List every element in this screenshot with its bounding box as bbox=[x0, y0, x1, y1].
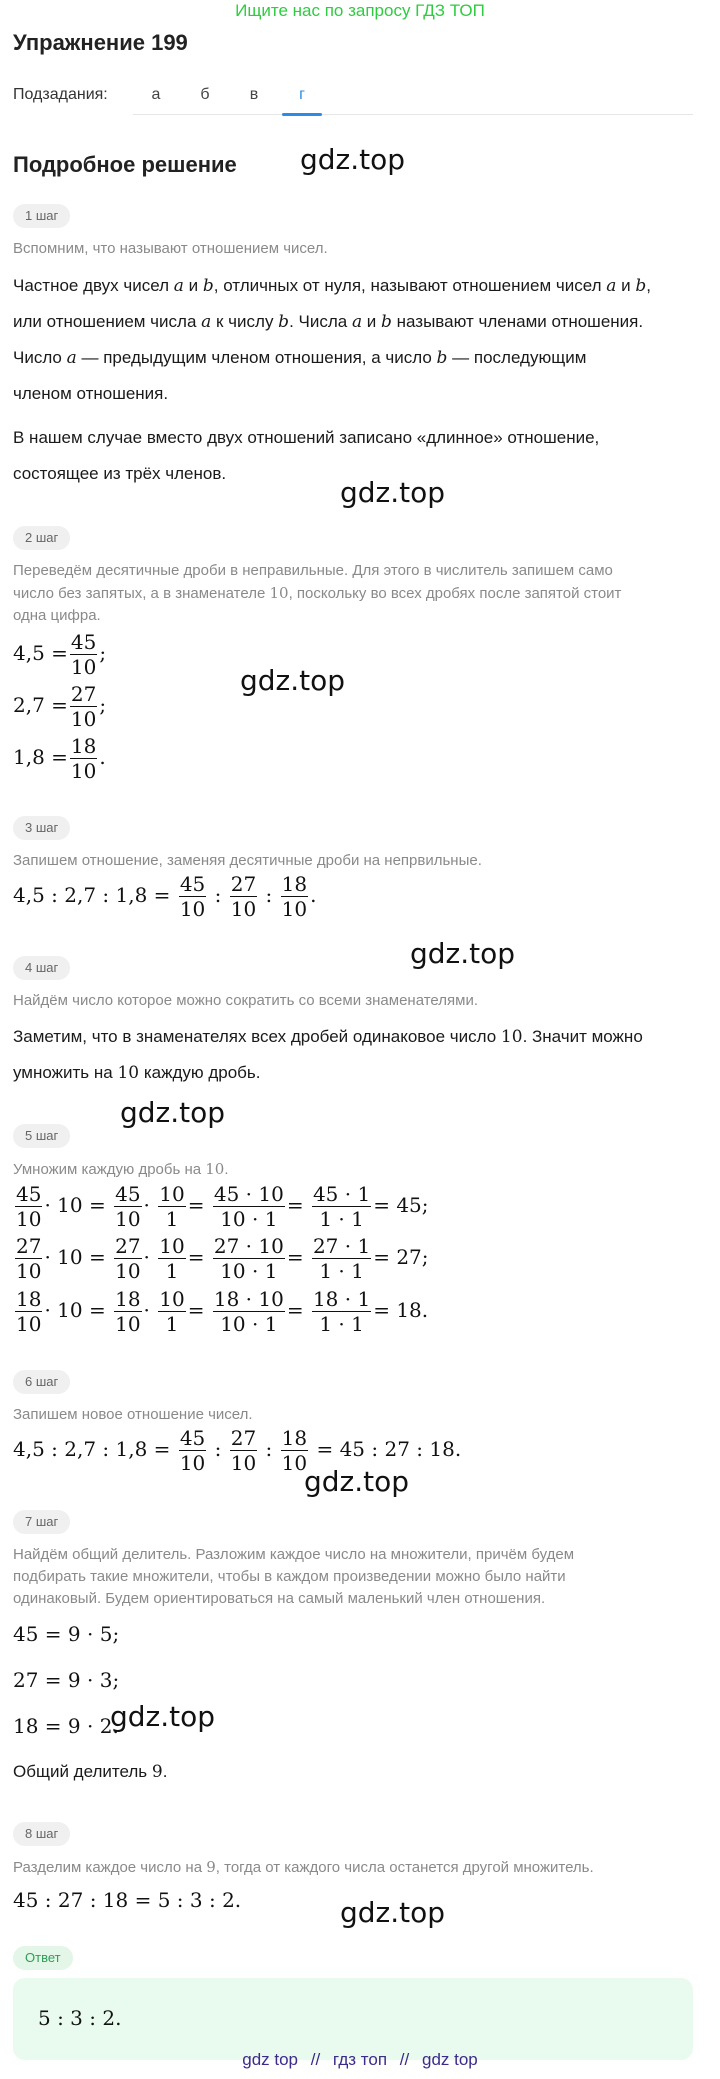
equation: 18 = 9 · 2. bbox=[13, 1714, 119, 1738]
text-line: членом отношения. bbox=[13, 384, 169, 403]
equation: $\frac{27}{10}$ · 10 = $\frac{27}{10}$ · $\frac{10}{1}$ = $\frac{27 \cdot 10}{10 \cdot 1}$ = $\frac{27 \cdot 1}{1 \cdot 1}$ = 27; bbox=[16, 1234, 429, 1283]
step-hint: Переведём десятичные дроби в неправильные. Для этого в числитель запишем само число без запятых, а в знаменателе 10, поскольку во всех дробях после запятой стоит одна цифра. bbox=[13, 562, 622, 624]
equation: 45 : 27 : 18 = 5 : 3 : 2. bbox=[13, 1888, 242, 1912]
tabs-divider bbox=[133, 114, 693, 115]
watermark: gdz.top bbox=[120, 1096, 226, 1129]
section-title: Подробное решение bbox=[13, 152, 237, 177]
fraction: $\frac{27}{10}$ bbox=[230, 872, 257, 921]
text-line: В нашем случае вместо двух отношений записано «длинное» отношение, bbox=[13, 428, 600, 447]
step-hint: Умножим каждую дробь на 10. bbox=[13, 1160, 229, 1178]
answer-badge: Ответ bbox=[13, 1946, 73, 1970]
tab-subtask-a[interactable]: а bbox=[151, 86, 161, 103]
watermark: gdz.top bbox=[110, 1700, 216, 1733]
equation: 1,8 = $\frac{18}{10}$ . bbox=[13, 734, 106, 783]
fraction: $\frac{27}{10}$ bbox=[70, 682, 97, 731]
step-text bbox=[13, 268, 703, 492]
step-hint: Найдём число которое можно сократить со всеми знаменателями. bbox=[13, 992, 478, 1009]
watermark: gdz.top bbox=[340, 476, 446, 509]
equation: $\frac{45}{10}$ · 10 = $\frac{45}{10}$ · $\frac{10}{1}$ = $\frac{45 \cdot 10}{10 \cdot 1}$ = $\frac{45 \cdot 1}{1 \cdot 1}$ = 45; bbox=[16, 1182, 429, 1231]
step-hint: Запишем новое отношение чисел. bbox=[13, 1406, 253, 1423]
text-line: Число a — предыдущим членом отношения, а число b — последующим bbox=[13, 348, 587, 368]
step-badge: 3 шаг bbox=[13, 816, 70, 840]
watermark: gdz.top bbox=[304, 1465, 410, 1498]
equation: 45 = 9 · 5; bbox=[13, 1622, 120, 1646]
watermark: gdz.top bbox=[240, 664, 346, 697]
footer-separator: // bbox=[399, 2050, 410, 2069]
page-title: Упражнение 199 bbox=[13, 30, 188, 55]
step-badge: 2 шаг bbox=[13, 526, 70, 550]
equation: 4,5 : 2,7 : 1,8 = $\frac{45}{10}$ : $\frac{27}{10}$ : $\frac{18}{10}$ = 45 : 27 : 18. bbox=[13, 1426, 462, 1475]
step-badge: 6 шаг bbox=[13, 1370, 70, 1394]
equation: 27 = 9 · 3; bbox=[13, 1668, 120, 1692]
watermark: gdz.top bbox=[340, 1896, 446, 1929]
footer-link[interactable]: gdz top bbox=[242, 2050, 298, 2069]
search-banner: Ищите нас по запросу ГДЗ ТОП bbox=[235, 1, 485, 20]
fraction: $\frac{18}{10}$ bbox=[281, 872, 308, 921]
tab-subtask-b[interactable]: б bbox=[200, 86, 210, 103]
fraction: $\frac{45}{10}$ bbox=[70, 630, 97, 679]
equation: 4,5 = $\frac{45}{10}$ ; bbox=[13, 630, 107, 679]
fraction: $\frac{45}{10}$ bbox=[179, 872, 206, 921]
step-badge: 8 шаг bbox=[13, 1822, 70, 1846]
tab-subtask-v[interactable]: в bbox=[249, 86, 259, 103]
watermark: gdz.top bbox=[300, 143, 406, 176]
answer-value: 5 : 3 : 2. bbox=[38, 2006, 122, 2030]
footer-separator: // bbox=[310, 2050, 321, 2069]
step-text: Заметим, что в знаменателях всех дробей одинаковое число 10. Значит можно умножить на 10 каждую дробь. bbox=[13, 1027, 643, 1083]
step-hint: Найдём общий делитель. Разложим каждое число на множители, причём будем подбирать такие множители, чтобы в каждом произведении можно было найти одинаковый. Будем ориентироваться на самый маленький член отношения. bbox=[13, 1546, 575, 1607]
fraction: $\frac{18}{10}$ bbox=[70, 734, 97, 783]
equation: $\frac{18}{10}$ · 10 = $\frac{18}{10}$ · $\frac{10}{1}$ = $\frac{18 \cdot 10}{10 \cdot 1}$ = $\frac{18 \cdot 1}{1 \cdot 1}$ = 18. bbox=[16, 1287, 429, 1336]
step-text: Общий делитель 9. bbox=[13, 1762, 168, 1782]
step-hint: Запишем отношение, заменяя десятичные дроби на непрвильные. bbox=[13, 852, 482, 869]
step-badge: 5 шаг bbox=[13, 1124, 70, 1148]
footer-link[interactable]: gdz top bbox=[421, 2050, 478, 2069]
step-hint: Вспомним, что называют отношением чисел. bbox=[13, 240, 328, 257]
step-badge: 4 шаг bbox=[13, 956, 70, 980]
active-tab-indicator bbox=[282, 113, 322, 116]
equation: 4,5 : 2,7 : 1,8 = $\frac{45}{10}$ : $\frac{27}{10}$ : $\frac{18}{10}$ . bbox=[13, 872, 317, 921]
subtasks-label: Подзадания: bbox=[13, 86, 108, 103]
tab-subtask-g[interactable]: г bbox=[299, 86, 305, 103]
text-line: Частное двух чисел a и b, отличных от нуля, называют отношением чисел a и b, bbox=[13, 276, 651, 296]
footer-links bbox=[0, 2050, 720, 2070]
text-line: или отношением числа a к числу b. Числа a и b называют членами отношения. bbox=[13, 312, 644, 332]
step-badge: 7 шаг bbox=[13, 1510, 70, 1534]
step-badge: 1 шаг bbox=[13, 204, 70, 228]
watermark: gdz.top bbox=[410, 937, 516, 970]
footer-link[interactable]: гдз топ bbox=[332, 2050, 388, 2069]
step-hint: Разделим каждое число на 9, тогда от каждого числа останется другой множитель. bbox=[13, 1858, 594, 1876]
text-line: состоящее из трёх членов. bbox=[13, 464, 227, 483]
equation: 2,7 = $\frac{27}{10}$ ; bbox=[13, 682, 107, 731]
